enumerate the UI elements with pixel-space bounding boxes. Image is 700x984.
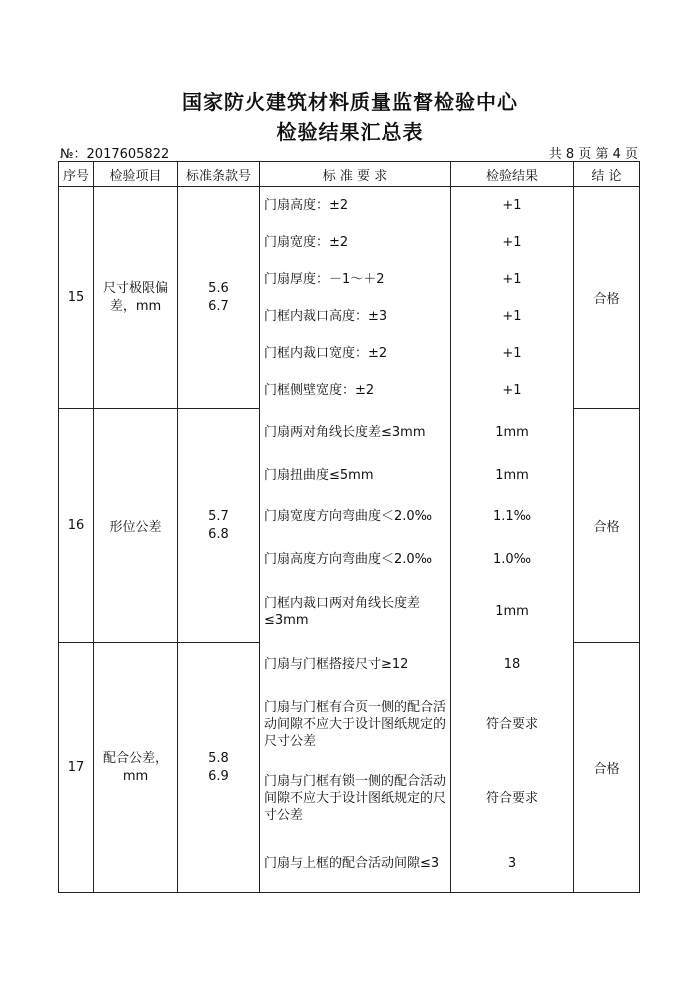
result-cell: 符合要求	[451, 687, 574, 763]
result-cell: +1	[451, 224, 574, 261]
spec-line: 6.9	[208, 768, 229, 784]
result-cell: 1.0‰	[451, 538, 574, 581]
result-cell: 3	[451, 835, 574, 893]
table-row	[59, 643, 640, 687]
header-spec: 标准条款号	[178, 162, 260, 187]
header-result: 检验结果	[451, 162, 574, 187]
spec-line: 5.6	[208, 280, 229, 296]
seq-cell: 15	[59, 187, 94, 409]
result-cell: 1.1‰	[451, 496, 574, 538]
result-cell: 1mm	[451, 409, 574, 456]
page-info: 共 8 页 第 4 页	[548, 147, 638, 162]
document-title: 国家防火建筑材料质量监督检验中心	[182, 90, 518, 114]
requirement-cell: 门扇厚度：－1～＋2	[260, 261, 451, 298]
requirement-cell: 门扇宽度方向弯曲度＜2.0‰	[260, 496, 451, 538]
spec-line: 6.7	[208, 298, 229, 314]
conclusion-cell: 合格	[574, 187, 640, 409]
header-requirement: 标 准 要 求	[260, 162, 451, 187]
requirement-cell: 门扇与上框的配合活动间隙≤3	[260, 835, 451, 893]
conclusion-cell: 合格	[574, 409, 640, 643]
result-cell: +1	[451, 372, 574, 409]
requirement-cell: 门扇宽度：±2	[260, 224, 451, 261]
header-item: 检验项目	[94, 162, 178, 187]
result-cell: +1	[451, 187, 574, 224]
requirement-cell: 门扇高度方向弯曲度＜2.0‰	[260, 538, 451, 581]
spec-cell	[178, 643, 260, 893]
table-row	[59, 187, 640, 224]
item-cell: 配合公差，mm	[94, 643, 178, 893]
requirement-cell: 门框侧壁宽度：±2	[260, 372, 451, 409]
item-cell: 形位公差	[94, 409, 178, 643]
result-cell: +1	[451, 261, 574, 298]
seq-cell: 16	[59, 409, 94, 643]
result-cell: 符合要求	[451, 763, 574, 835]
spec-line: 5.8	[208, 750, 229, 766]
seq-cell: 17	[59, 643, 94, 893]
requirement-cell: 门扇扭曲度≤5mm	[260, 456, 451, 496]
requirement-cell: 门扇两对角线长度差≤3mm	[260, 409, 451, 456]
requirement-cell: 门扇与门框有锁一侧的配合活动间隙不应大于设计图纸规定的尺寸公差	[260, 763, 451, 835]
requirement-cell: 门框内裁口两对角线长度差≤3mm	[260, 581, 451, 643]
requirement-cell: 门扇与门框搭接尺寸≥12	[260, 643, 451, 687]
header-conclusion: 结 论	[574, 162, 640, 187]
document-subtitle: 检验结果汇总表	[276, 120, 424, 144]
report-number: №：2017605822	[60, 147, 170, 162]
spec-line: 5.7	[208, 508, 229, 524]
table-header-row	[59, 162, 640, 187]
requirement-cell: 门扇高度：±2	[260, 187, 451, 224]
spec-cell	[178, 187, 260, 409]
requirement-cell: 门扇与门框有合页一侧的配合活动间隙不应大于设计图纸规定的尺寸公差	[260, 687, 451, 763]
results-table	[58, 161, 640, 893]
result-cell: +1	[451, 335, 574, 372]
spec-line: 6.8	[208, 526, 229, 542]
result-cell: +1	[451, 298, 574, 335]
spec-cell	[178, 409, 260, 643]
requirement-cell: 门框内裁口高度：±3	[260, 298, 451, 335]
header-seq: 序号	[59, 162, 94, 187]
result-cell: 18	[451, 643, 574, 687]
item-cell: 尺寸极限偏差，mm	[94, 187, 178, 409]
conclusion-cell: 合格	[574, 643, 640, 893]
table-row	[59, 409, 640, 456]
result-cell: 1mm	[451, 581, 574, 643]
result-cell: 1mm	[451, 456, 574, 496]
requirement-cell: 门框内裁口宽度：±2	[260, 335, 451, 372]
